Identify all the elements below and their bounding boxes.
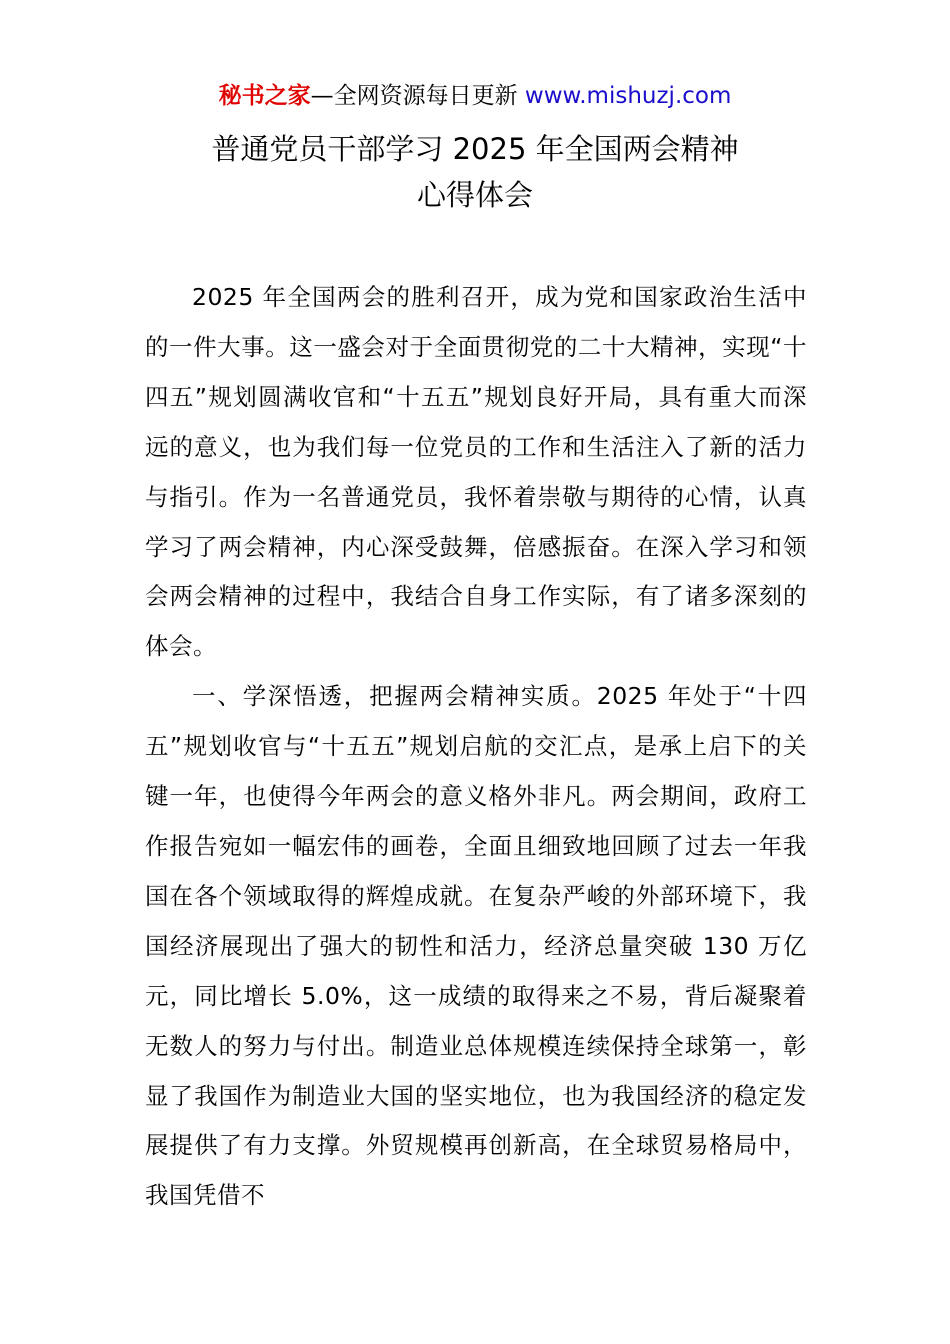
document-title-line-2: 心得体会: [416, 178, 533, 212]
site-brand: 秘书之家: [218, 83, 311, 109]
document-body: [145, 273, 807, 1221]
body-paragraph-1: 2025 年全国两会的胜利召开，成为党和国家政治生活中的一件大事。这一盛会对于全面贯彻党的二十大精神，实现“十四五”规划圆满收官和“十五五”规划良好开局，具有重大而深远的意义，也为我们每一位党员的工作和生活注入了新的活力与指引。作为一名普通党员，我怀着崇敬与期待的心情，认真学习了两会精神，内心深受鼓舞，倍感振奋。在深入学习和领会两会精神的过程中，我结合自身工作实际，有了诸多深刻的体会。: [145, 283, 807, 661]
site-tagline: —全网资源每日更新: [310, 83, 525, 109]
document-title-line-1: 普通党员干部学习 2025 年全国两会精神: [211, 132, 739, 166]
site-url-link[interactable]: www.mishuzj.com: [524, 83, 732, 109]
body-paragraph-2: 一、学深悟透，把握两会精神实质。2025 年处于“十四五”规划收官与“十五五”规划启航的交汇点，是承上启下的关键一年，也使得今年两会的意义格外非凡。两会期间，政府工作报告宛如一幅宏伟的画卷，全面且细致地回顾了过去一年我国在各个领域取得的辉煌成就。在复杂严峻的外部环境下，我国经济展现出了强大的韧性和活力，经济总量突破 130 万亿元，同比增长 5.0%，这一成绩的取得来之不易，背后凝聚着无数人的努力与付出。制造业总体规模连续保持全球第一，彰显了我国作为制造业大国的坚实地位，也为我国经济的稳定发展提供了有力支撑。外贸规模再创新高，在全球贸易格局中，我国凭借不: [145, 682, 807, 1210]
document-title: [0, 126, 950, 218]
site-header: [0, 80, 950, 112]
